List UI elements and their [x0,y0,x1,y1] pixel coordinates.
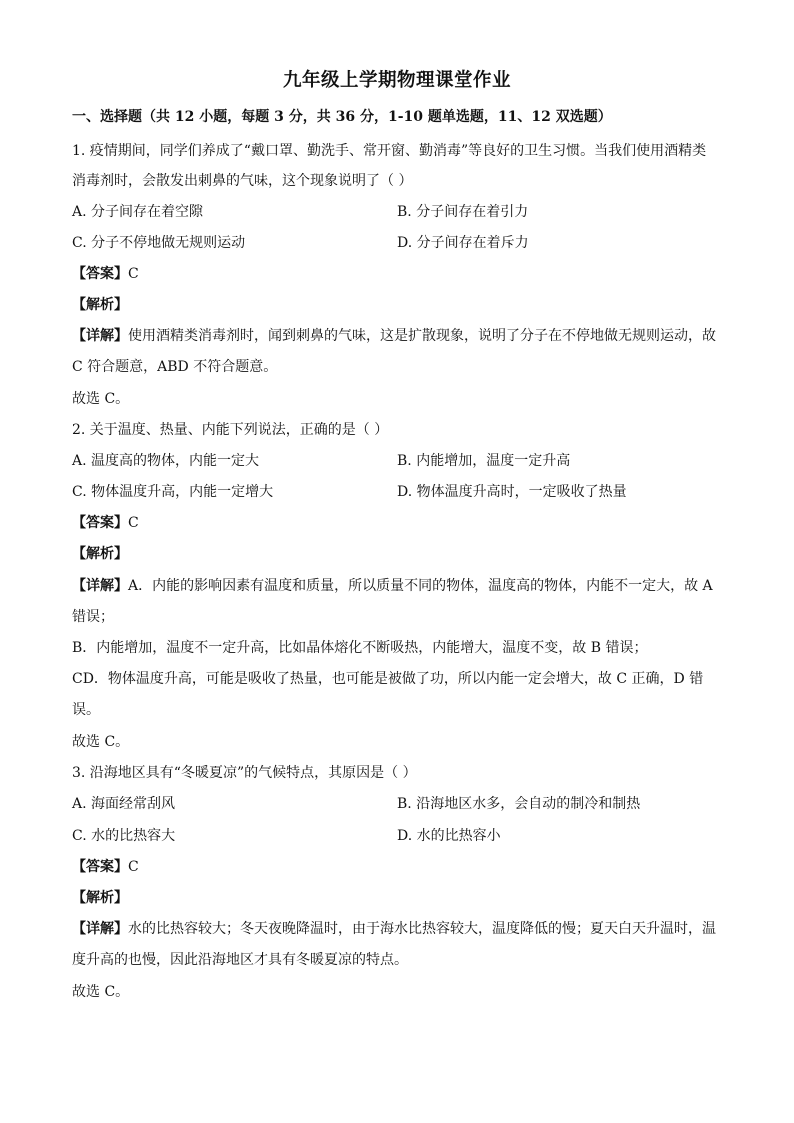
q1-stem-line1: 1. 疫情期间，同学们养成了“戴口罩、勤洗手、常开窗、勤消毒”等良好的卫生习惯。当我们使用酒精类 [72,143,707,159]
q3-answer [72,858,722,876]
q3-answer-value: C [128,859,139,875]
q1-option-c: C. 分子不停地做无规则运动 [72,235,246,251]
q2-detail-tag: 【详解】 [72,578,128,594]
q3-option-c: C. 水的比热容大 [72,828,176,844]
q2-option-d: D. 物体温度升高时，一定吸收了热量 [397,484,627,500]
q1-answer-tag: 【答案】 [72,266,128,282]
q2-detail-line5: 误。 [72,702,100,718]
q3-conclusion: 故选 C。 [72,984,130,1000]
q2-detail-line2: 错误； [72,609,114,625]
q3-option-b: B. 沿海地区水多，会自动的制冷和制热 [397,796,641,812]
q2-detail-line4: CD．物体温度升高，可能是吸收了热量，也可能是被做了功，所以内能一定会增大，故 C 正确，D 错 [72,671,704,687]
q1-analysis-tag: 【解析】 [72,297,128,313]
q1-detail-tag: 【详解】 [72,328,128,344]
q3-detail-line2: 度升高的也慢，因此沿海地区才具有冬暖夏凉的特点。 [72,952,408,968]
q2-answer-value: C [128,515,139,531]
q3-option-d: D. 水的比热容小 [397,828,501,844]
q2-conclusion: 故选 C。 [72,734,130,750]
q1-option-d: D. 分子间存在着斥力 [397,235,529,251]
q1-option-b: B. 分子间存在着引力 [397,204,529,220]
q2-stem-line1: 2. 关于温度、热量、内能下列说法，正确的是（ ） [72,422,389,438]
q2-detail-line3: B．内能增加，温度不一定升高，比如晶体熔化不断吸热，内能增大，温度不变，故 B 错误； [72,640,648,656]
q2-option-a: A. 温度高的物体，内能一定大 [72,453,260,469]
q2-detail-text1: A．内能的影响因素有温度和质量，所以质量不同的物体，温度高的物体，内能不一定大，故 A [128,578,713,594]
q2-analysis-tag: 【解析】 [72,546,128,562]
q3-option-a: A. 海面经常刮风 [72,796,176,812]
q1-stem-line2: 消毒剂时，会散发出刺鼻的气味，这个现象说明了（ ） [72,173,413,189]
q2-detail-line1 [72,577,722,595]
q3-detail-line1 [72,920,722,938]
q1-detail-line2: C 符合题意，ABD 不符合题意。 [72,359,278,375]
q2-answer-tag: 【答案】 [72,515,128,531]
page-title: 九年级上学期物理课堂作业 [282,70,511,91]
section-heading: 一、选择题（共 12 小题，每题 3 分，共 36 分，1-10 题单选题，11、12 双选题） [72,109,612,125]
q3-stem-line1: 3. 沿海地区具有“冬暖夏凉”的气候特点，其原因是（ ） [72,765,417,781]
q1-option-a: A. 分子间存在着空隙 [72,204,204,220]
q1-conclusion: 故选 C。 [72,391,130,407]
q1-answer-value: C [128,266,139,282]
q3-detail-tag: 【详解】 [72,921,128,937]
q2-answer [72,514,722,532]
q1-answer [72,265,722,283]
q3-analysis-tag: 【解析】 [72,890,128,906]
q1-detail-text1: 使用酒精类消毒剂时，闻到刺鼻的气味，这是扩散现象，说明了分子在不停地做无规则运动，故 [128,328,716,344]
q2-option-c: C. 物体温度升高，内能一定增大 [72,484,274,500]
q2-option-b: B. 内能增加，温度一定升高 [397,453,571,469]
q1-detail-line1 [72,327,722,345]
q3-answer-tag: 【答案】 [72,859,128,875]
q3-detail-text1: 水的比热容较大；冬天夜晚降温时，由于海水比热容较大，温度降低的慢；夏天白天升温时，温 [128,921,716,937]
